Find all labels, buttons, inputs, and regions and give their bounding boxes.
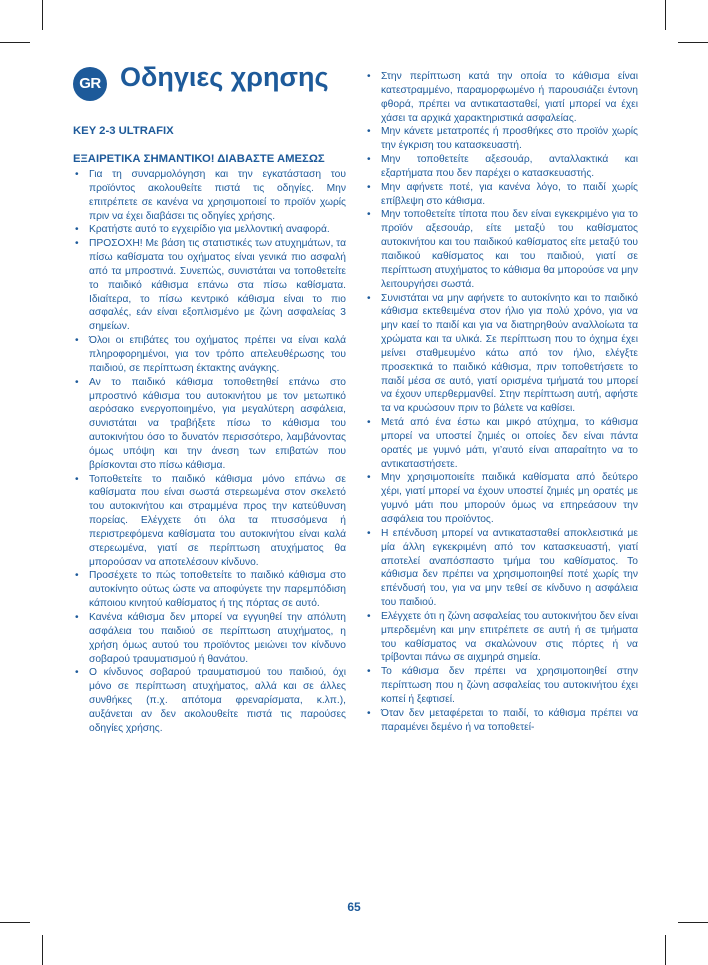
list-item: • Μην κάνετε μετατροπές ή προσθήκες στο προϊόν χωρίς την έγκριση του κατασκευαστή. xyxy=(365,125,638,153)
list-item: • Για τη συναρμολόγηση και την εγκατάσταση του προϊόντος ακολουθείτε πιστά τις οδηγίες. Μην επιτρέπετε σε κανένα να χρησιμοποιεί το προϊόν χωρίς πριν να έχει διαβάσει τις οδηγίες χρήσης. xyxy=(73,168,346,223)
list-item: • Μην τοποθετείτε τίποτα που δεν είναι εγκεκριμένο για το προϊόν αξεσουάρ, είτε μεταξύ του καθίσματος αυτοκινήτου και του παιδικού καθίσματος είτε μεταξύ του παιδικού καθίσματος και του παιδιού, γιατί σε περίπτωση ατυχήματος το κάθισμα θα μπορούσε να μην λειτουργήσει σωστά. xyxy=(365,208,638,291)
list-item: • Κρατήστε αυτό το εγχειρίδιο για μελλοντική αναφορά. xyxy=(73,223,346,237)
list-item: • ΠΡΟΣΟΧΗ! Με βάση τις στατιστικές των ατυχημάτων, τα πίσω καθίσματα του οχήματος είναι γενικά πιο ασφαλή από τα μπροστινά. Συνεπώς, συνιστάται να τοποθετείτε το παιδικό κάθισμα επάνω στα πίσω καθίσματα. Ιδιαίτερα, το πίσω κεντρικό κάθισμα είναι το πιο ασφαλές, εάν είναι εξοπλισμένο με ζώνη ασφαλείας 3 σημείων. xyxy=(73,237,346,334)
page-number: 65 xyxy=(347,900,361,914)
crop-mark xyxy=(42,935,43,965)
list-item: • Συνιστάται να μην αφήνετε το αυτοκίνητο και το παιδικό κάθισμα εκτεθειμένα στον ήλιο για πολύ χρόνο, για να μην καεί το παιδί και για να διατηρηθούν αναλλοίωτα τα χρώματα και τα υλικά. Σε περίπτωση που το όχημα έχει μείνει σταθμευμένο κάτω από τον ήλιο, ελέγξτε προσεκτικά το παιδικό κάθισμα, πριν τοποθετήσετε το παιδί μέσα σε αυτό, γιατί ορισμένα τμήματά του μπορεί να έχουν υπερθερμανθεί. Στην περίπτωση αυτή, αφήστε τα να κρυώσουν πριν το βάλετε να καθίσει. xyxy=(365,292,638,417)
crop-mark xyxy=(678,922,708,923)
crop-mark xyxy=(42,0,43,30)
crop-mark xyxy=(678,42,708,43)
right-bullet-list xyxy=(365,70,638,735)
list-item: • Όλοι οι επιβάτες του οχήματος πρέπει να είναι καλά πληροφορημένοι, για τον τρόπο απελευθέρωσης του παιδιού, σε περίπτωση έκτακτης ανάγκης. xyxy=(73,334,346,376)
crop-mark xyxy=(665,935,666,965)
right-column xyxy=(365,70,638,735)
list-item: • Κανένα κάθισμα δεν μπορεί να εγγυηθεί την απόλυτη ασφάλεια του παιδιού σε περίπτωση ατυχήματος, η χρήση όμως αυτού του προϊόντος μειώνει τον κίνδυνο σοβαρού τραυματισμού ή θανάτου. xyxy=(73,611,346,666)
list-item: • Μην αφήνετε ποτέ, για κανένα λόγο, το παιδί χωρίς επίβλεψη στο κάθισμα. xyxy=(365,181,638,209)
product-name: KEY 2-3 ULTRAFIX xyxy=(73,125,174,137)
list-item: • Ελέγχετε ότι η ζώνη ασφαλείας του αυτοκινήτου δεν είναι μπερδεμένη και μην επιτρέπετε σε αυτή ή σε τμήματα του καθίσματος να σκαλώνουν στις πόρτες ή να τρίβονται πάνω σε αιχμηρά σημεία. xyxy=(365,610,638,665)
list-item: • Μην χρησιμοποιείτε παιδικά καθίσματα από δεύτερο χέρι, γιατί μπορεί να έχουν υποστεί ζημιές μη ορατές με γυμνό μάτι που μπορούν όμως να επηρεάσουν την ασφάλεια του προϊόντος. xyxy=(365,471,638,526)
list-item: • Όταν δεν μεταφέρεται το παιδί, το κάθισμα πρέπει να παραμένει δεμένο ή να τοποθετεί- xyxy=(365,707,638,735)
crop-mark xyxy=(0,42,30,43)
list-item: • Μην τοποθετείτε αξεσουάρ, ανταλλακτικά και εξαρτήματα που δεν παρέχει ο κατασκευαστής. xyxy=(365,153,638,181)
language-badge: GR xyxy=(73,67,107,101)
list-item: • Η επένδυση μπορεί να αντικατασταθεί αποκλειστικά με μία άλλη εγκεκριμένη από τον κατασκευαστή, γιατί αποτελεί αναπόσπαστο τμήμα του καθίσματος. Το κάθισμα δεν πρέπει να χρησιμοποιηθεί ποτέ χωρίς την επένδυσή του, για να μην τεθεί σε κίνδυνο η ασφάλεια του παιδιού. xyxy=(365,527,638,610)
list-item: • Μετά από ένα έστω και μικρό ατύχημα, το κάθισμα μπορεί να υποστεί ζημιές οι οποίες δεν είναι πάντα ορατές με γυμνό μάτι, γι’αυτό είναι απαραίτητο να το αντικαταστήσετε. xyxy=(365,416,638,471)
list-item: • Στην περίπτωση κατά την οποία το κάθισμα είναι κατεστραμμένο, παραμορφωμένο ή παρουσιάζει έντονη φθορά, πρέπει να αντικατασταθεί, γιατί μπορεί να έχει χάσει τα αρχικά χαρακτηριστικά ασφαλείας. xyxy=(365,70,638,125)
list-item: • Ο κίνδυνος σοβαρού τραυματισμού του παιδιού, όχι μόνο σε περίπτωση ατυχήματος, αλλά και σε άλλες συνθήκες (π.χ. απότομα φρεναρίσματα, κ.λπ.), αυξάνεται αν δεν ακολουθείτε πιστά τις παρούσες οδηγίες χρήσης. xyxy=(73,666,346,735)
crop-mark xyxy=(0,922,30,923)
page-title: Οδηγιες χρησης xyxy=(120,62,329,92)
warning-heading: ΕΞΑΙΡΕΤΙΚΑ ΣΗΜΑΝΤΙΚΟ! ΔΙΑΒΑΣΤΕ ΑΜΕΣΩΣ xyxy=(73,153,325,165)
list-item: • Αν το παιδικό κάθισμα τοποθετηθεί επάνω στο μπροστινό κάθισμα του αυτοκινήτου με τον μετωπικό αερόσακο ενεργοποιημένο, για μεγαλύτερη ασφάλεια, συνιστάται να τραβήξετε πίσω το κάθισμα του αυτοκινήτου όσο το δυνατόν περισσότερο, λαμβάνοντας όμως υπόψη και την άνεση των επιβατών που βρίσκονται στο πίσω κάθισμα. xyxy=(73,376,346,473)
crop-mark xyxy=(665,0,666,30)
list-item: • Τοποθετείτε το παιδικό κάθισμα μόνο επάνω σε καθίσματα που είναι σωστά στερεωμένα στον σκελετό του αυτοκινήτου και στραμμένα προς την κατεύθυνση πορείας. Ελέγχετε ότι όλα τα πτυσσόμενα ή περιστρεφόμενα καθίσματα του αυτοκινήτου είναι καλά στερεωμένα, γιατί σε περίπτωση ατυχήματος θα μπορούσαν να αποτελέσουν κίνδυνο. xyxy=(73,473,346,570)
left-column xyxy=(73,168,346,736)
list-item: • Προσέχετε το πώς τοποθετείτε το παιδικό κάθισμα στο αυτοκίνητο ούτως ώστε να αποφύγετε την παρεμπόδιση κάποιου κινητού καθίσματος ή της πόρτας σε αυτό. xyxy=(73,569,346,611)
list-item: • Το κάθισμα δεν πρέπει να χρησιμοποιηθεί στην περίπτωση που η ζώνη ασφαλείας του αυτοκινήτου έχει κοπεί ή ξεφτισεί. xyxy=(365,665,638,707)
left-bullet-list xyxy=(73,168,346,736)
